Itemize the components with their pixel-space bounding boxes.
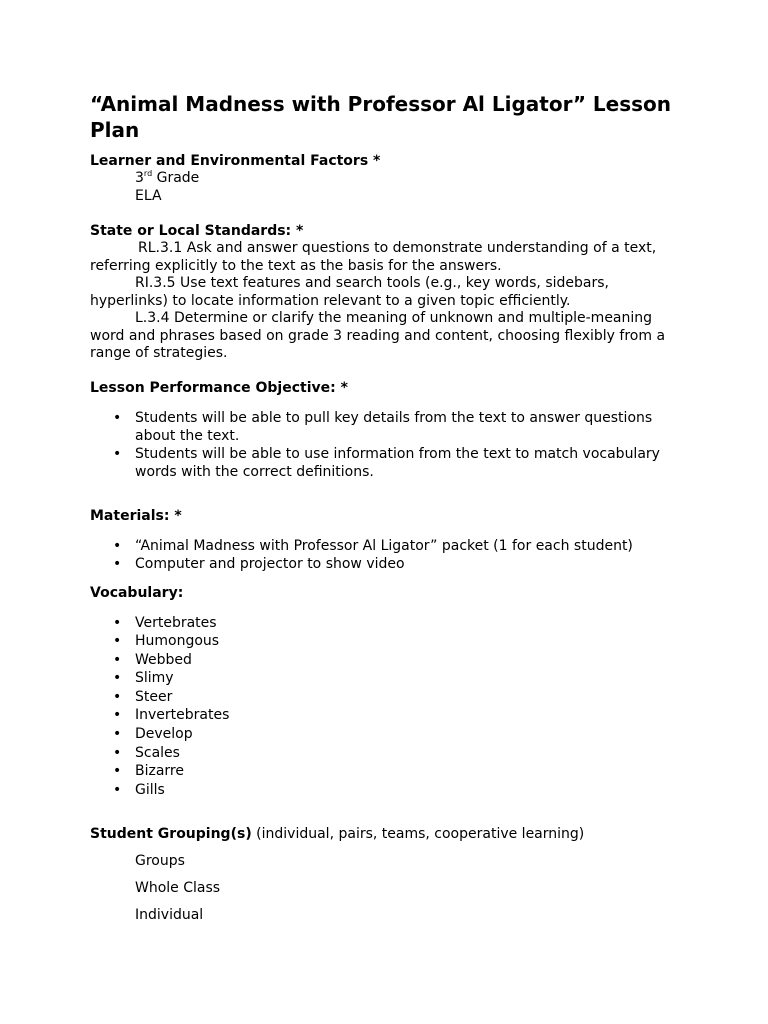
vocabulary-list bbox=[90, 614, 690, 800]
standards-section bbox=[90, 223, 690, 363]
list-item: • Students will be able to use information from the text to match vocabulary words with the correct definitions. bbox=[113, 445, 660, 480]
list-item: • Slimy bbox=[113, 670, 174, 687]
list-item: • Vertebrates bbox=[113, 614, 217, 631]
standards-heading: State or Local Standards: * bbox=[90, 223, 304, 239]
materials-list bbox=[90, 537, 690, 573]
vocabulary-section bbox=[90, 585, 690, 800]
grouping-heading: Student Grouping(s) (individual, pairs, teams, cooperative learning) bbox=[90, 826, 585, 843]
list-item: • Computer and projector to show video bbox=[113, 555, 405, 572]
lesson-plan-document bbox=[90, 91, 690, 924]
learner-heading: Learner and Environmental Factors * bbox=[90, 153, 381, 169]
standard-item: L.3.4 Determine or clarify the meaning of unknown and multiple-meaning word and phrases based on grade 3 reading and content, choosing flexibly from a range of strategies. bbox=[90, 310, 666, 361]
bullet-icon: • bbox=[113, 651, 122, 668]
grade-number: 3 bbox=[135, 170, 144, 186]
standard-item: RL.3.1 Ask and answer questions to demonstrate understanding of a text, referring explicitly to the text as the basis for the answers. bbox=[90, 240, 657, 274]
subject-line: ELA bbox=[135, 187, 162, 204]
bullet-icon: • bbox=[113, 763, 122, 780]
bullet-icon: • bbox=[113, 670, 122, 687]
bullet-icon: • bbox=[113, 781, 122, 798]
list-item: • Gills bbox=[113, 781, 165, 798]
bullet-icon: • bbox=[113, 744, 122, 761]
bullet-icon: • bbox=[113, 409, 122, 426]
grouping-item: Whole Class bbox=[135, 880, 221, 897]
grouping-section bbox=[90, 826, 690, 924]
grouping-note: (individual, pairs, teams, cooperative learning) bbox=[251, 826, 585, 843]
bullet-icon: • bbox=[113, 707, 122, 724]
grouping-item: Groups bbox=[135, 853, 185, 870]
objective-heading: Lesson Performance Objective: * bbox=[90, 379, 348, 396]
standard-item: RI.3.5 Use text features and search tools (e.g., key words, sidebars, hyperlinks) to locate information relevant to a given topic efficiently. bbox=[90, 275, 609, 309]
list-item: • Develop bbox=[113, 726, 193, 743]
learner-section bbox=[90, 153, 690, 205]
list-item: • Bizarre bbox=[113, 763, 184, 780]
grouping-item: Individual bbox=[135, 907, 204, 924]
materials-heading: Materials: * bbox=[90, 507, 182, 524]
vocabulary-heading: Vocabulary: bbox=[90, 584, 184, 601]
materials-section bbox=[90, 508, 690, 573]
list-item: • Invertebrates bbox=[113, 707, 230, 724]
list-item: • “Animal Madness with Professor Al Ligator” packet (1 for each student) bbox=[113, 537, 633, 554]
list-item: • Humongous bbox=[113, 633, 220, 650]
list-item: • Students will be able to pull key details from the text to answer questions about the text. bbox=[113, 409, 653, 444]
list-item: • Scales bbox=[113, 744, 180, 761]
grade-line bbox=[90, 170, 690, 188]
objective-list bbox=[90, 409, 690, 481]
bullet-icon: • bbox=[113, 555, 122, 572]
grade-word: Grade bbox=[152, 170, 200, 186]
grade-suffix: rd bbox=[143, 169, 153, 178]
bullet-icon: • bbox=[113, 614, 122, 631]
bullet-icon: • bbox=[113, 726, 122, 743]
bullet-icon: • bbox=[113, 537, 122, 554]
bullet-icon: • bbox=[113, 688, 122, 705]
list-item: • Steer bbox=[113, 688, 173, 705]
bullet-icon: • bbox=[113, 633, 122, 650]
page-title: “Animal Madness with Professor Al Ligator” Lesson Plan bbox=[90, 92, 672, 142]
objective-section bbox=[90, 380, 690, 481]
bullet-icon: • bbox=[113, 445, 122, 462]
list-item: • Webbed bbox=[113, 651, 192, 668]
